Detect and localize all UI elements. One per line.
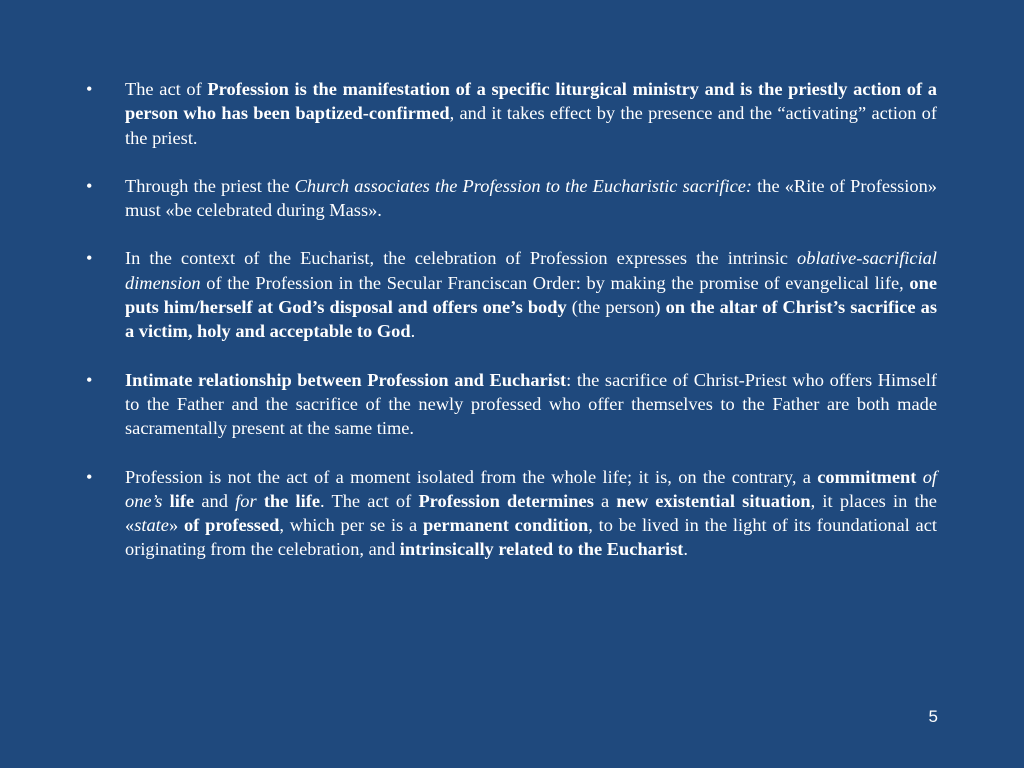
bullet-item [86, 174, 937, 223]
bullet-text [125, 246, 937, 343]
text-segment: the life [263, 490, 321, 511]
text-segment: Profession is not the act of a moment isolated from the whole life; it is, on the contrary, a [125, 466, 818, 487]
text-segment: oblative-sacrificial dimension [125, 248, 937, 293]
bullet-marker: • [86, 466, 93, 487]
text-segment: for [235, 490, 257, 511]
text-segment: of professed [183, 515, 280, 536]
text-segment: , it places in the « [125, 490, 937, 536]
bullet-list [86, 77, 937, 586]
text-segment: one puts him/herself at God’s disposal and offers one’s body [125, 272, 937, 318]
text-segment: state [134, 515, 169, 536]
text-segment: Church associates the Profession to the Eucharistic sacrifice: [294, 175, 753, 196]
text-segment: permanent condition [423, 515, 589, 536]
bullet-marker: • [86, 79, 93, 99]
bullet-marker: • [86, 175, 93, 196]
page-number: 5 [928, 707, 938, 726]
text-segment: commitment [817, 466, 917, 487]
text-segment: (the person) [566, 297, 666, 318]
text-segment: on the altar of Christ’s sacrifice as a victim, holy and acceptable to God [125, 297, 937, 342]
text-segment: Profession is the manifestation of a specific liturgical ministry and is the priestly action of a person who has been baptized-confirmed [125, 79, 937, 124]
bullet-text [125, 465, 937, 562]
text-segment: a [593, 490, 617, 511]
text-segment: . [410, 321, 416, 342]
text-segment: . The act of [320, 490, 419, 511]
bullet-marker: • [86, 248, 93, 269]
text-segment: In the context of the Eucharist, the celebration of Profession expresses the intrinsic [125, 248, 798, 269]
bullet-item [86, 368, 937, 441]
text-segment: , and it takes effect by the presence and the “activating” action of the priest. [125, 103, 937, 148]
text-segment: , to be lived in the light of its foundational act originating from the celebration, and [125, 515, 937, 560]
text-segment: : the sacrifice of Christ-Priest who offers Himself to the Father and the sacrifice of the newly professed who offer themselves to the Father are both made sacramentally present at the same time. [125, 369, 937, 439]
text-segment: new existential situation [616, 490, 811, 511]
text-segment: life [169, 490, 195, 511]
bullet-marker: • [86, 369, 93, 390]
text-segment: , which per se is a [279, 515, 424, 536]
text-segment [162, 491, 169, 511]
bullet-text [125, 174, 937, 223]
text-segment: » [168, 515, 184, 536]
bullet-item [86, 77, 937, 150]
text-segment: Through the priest the [125, 175, 295, 196]
text-segment: The act of [125, 79, 208, 99]
text-segment: Intimate relationship between Profession and Eucharist [125, 369, 567, 390]
bullet-item [86, 246, 937, 343]
text-segment: the «Rite of Profession» must «be celebrated during Mass». [125, 175, 937, 221]
text-segment: of one’s [125, 466, 937, 511]
bullet-text [125, 368, 937, 441]
text-segment: . [683, 539, 689, 560]
bullet-item [86, 465, 937, 562]
text-segment: Profession determines [418, 490, 594, 511]
text-segment: intrinsically related to the Eucharist [399, 539, 684, 560]
text-segment: and [194, 490, 236, 511]
text-segment [257, 491, 264, 511]
text-segment: of the Profession in the Secular Franciscan Order: by making the promise of evangelical life, [200, 272, 910, 293]
bullet-text [125, 77, 937, 150]
